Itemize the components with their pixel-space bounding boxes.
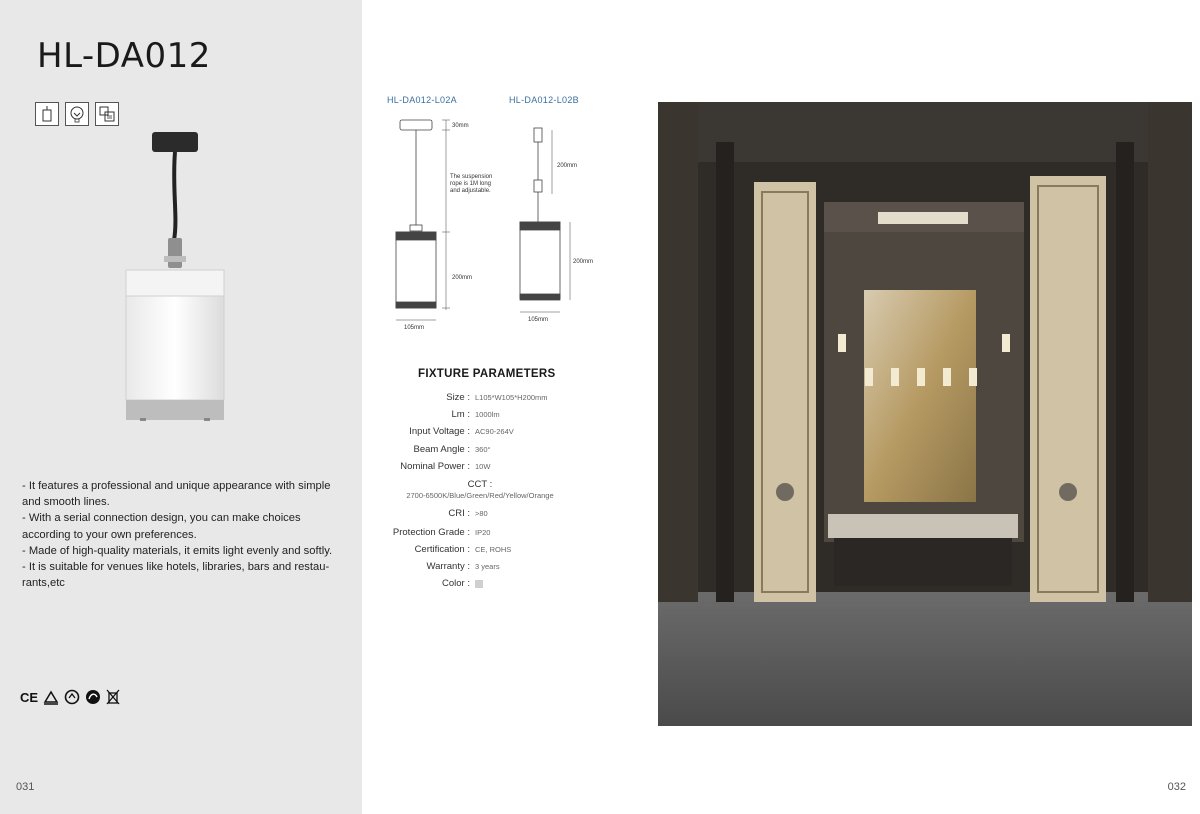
dim-canopy-height: 30mm: [452, 123, 469, 129]
param-label: CCT :: [467, 479, 493, 490]
dim-body-height-a: 200mm: [452, 275, 473, 281]
param-value: 360°: [475, 445, 491, 454]
param-value: L105*W105*H200mm: [475, 393, 548, 402]
param-label: Protection Grade :: [392, 527, 470, 538]
product-image: [120, 128, 230, 428]
model-label-b: HL-DA012-L02B: [509, 95, 579, 105]
dimension-drawing: [380, 110, 620, 340]
bin-icon: [106, 689, 120, 705]
serial-connection-icon: [95, 102, 119, 126]
param-value: 1000lm: [475, 410, 500, 419]
param-label: CRI :: [448, 508, 470, 519]
pendant-light-icon: [35, 102, 59, 126]
feature-item: - It is suitable for venues like hotels, libraries, bars and restau-rants,etc: [22, 561, 330, 590]
param-value: 10W: [475, 462, 491, 471]
param-value: AC90-264V: [475, 427, 514, 436]
param-label: Beam Angle :: [413, 444, 470, 455]
ce-mark-icon: CE: [20, 689, 39, 705]
param-label: Color :: [442, 578, 470, 589]
param-value: IP20: [475, 528, 491, 537]
rohs-icon: [85, 689, 101, 705]
page-number-right: 032: [1167, 781, 1186, 793]
color-swatch-chip: [475, 580, 483, 588]
rope-note-line: rope is 1M long: [450, 181, 492, 187]
dim-width-b: 105mm: [528, 317, 549, 323]
feature-icons: [35, 102, 119, 126]
param-value: CE, ROHS: [475, 545, 512, 554]
model-label-a: HL-DA012-L02A: [387, 95, 457, 105]
param-label: Lm :: [451, 409, 470, 420]
dim-body-height-b: 200mm: [573, 259, 594, 265]
rope-note-line: The suspension: [450, 174, 493, 180]
product-title: HL-DA012: [37, 36, 211, 76]
param-value: >80: [475, 509, 488, 518]
param-label: Input Voltage :: [409, 426, 470, 437]
feature-item: - Made of high-quality materials, it emits light evenly and softly.: [22, 544, 333, 557]
color-swatch: [475, 579, 483, 588]
weee-icon: [43, 689, 59, 705]
bulb-icon: [65, 102, 89, 126]
param-label: Certification :: [414, 544, 470, 555]
feature-item: - It features a professional and unique appearance with simple and smooth lines.: [22, 480, 331, 509]
left-panel: [0, 0, 362, 814]
param-value: 3 years: [475, 562, 500, 571]
param-row: [380, 479, 580, 500]
recycle-icon: [64, 689, 80, 705]
param-label: Size :: [446, 392, 470, 403]
param-label: Warranty :: [426, 561, 470, 572]
dim-rod-length-b: 200mm: [557, 163, 578, 169]
param-label: Nominal Power :: [400, 461, 470, 472]
interior-photo: [658, 102, 1192, 726]
dim-width-a: 105mm: [404, 325, 425, 331]
parameters-title: FIXTURE PARAMETERS: [418, 368, 556, 380]
feature-list: [22, 478, 340, 591]
rope-note-line: and adjustable.: [450, 188, 491, 194]
param-value: 2700-6500K/Blue/Green/Red/Yellow/Orange: [406, 491, 554, 500]
certification-icons: [20, 689, 120, 705]
page-number-left: 031: [16, 781, 35, 793]
feature-item: - With a serial connection design, you can make choices according to your own preferences.: [22, 512, 301, 541]
